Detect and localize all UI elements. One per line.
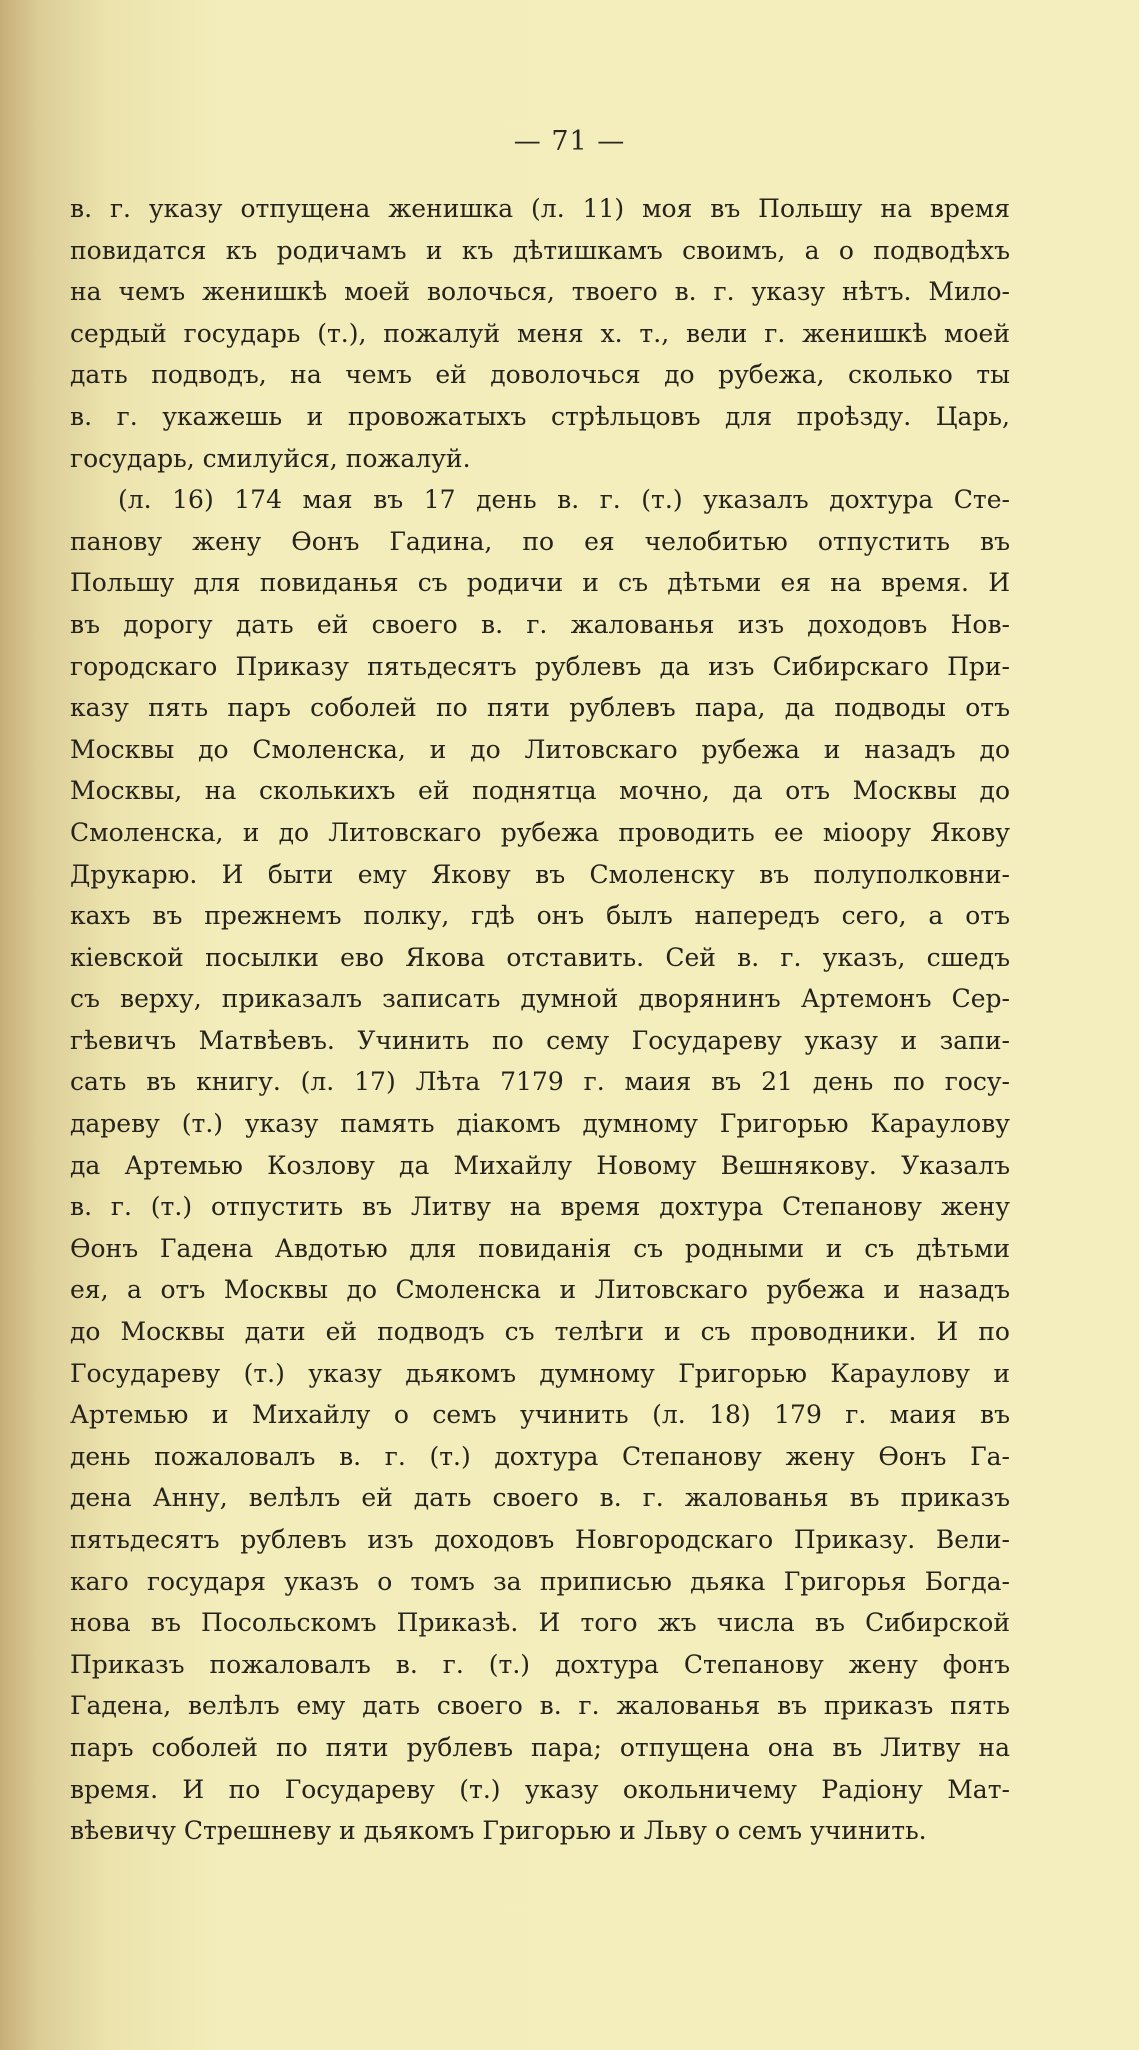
text-line: дена Анну, велѣлъ ей дать своего в. г. жалованья въ приказъ bbox=[70, 1483, 1010, 1513]
text-line: паръ соболей по пяти рублевъ пара; отпущена она въ Литву на bbox=[70, 1732, 1010, 1762]
text-line: дареву (т.) указу память діакомъ думному Григорью Караулову bbox=[70, 1109, 1010, 1139]
text-line: (л. 16) 174 мая въ 17 день в. г. (т.) указалъ дохтура Сте- bbox=[118, 485, 1010, 515]
text-line: время. И по Государеву (т.) указу окольничему Радіону Мат- bbox=[70, 1774, 1010, 1804]
text-line: Приказъ пожаловалъ в. г. (т.) дохтура Степанову жену фонъ bbox=[70, 1649, 1010, 1679]
text-line: дать подводъ, на чемъ ей доволочься до рубежа, сколько ты bbox=[70, 360, 1010, 390]
body-text bbox=[70, 188, 1010, 1852]
text-line: в. г. указу отпущена женишка (л. 11) моя въ Польшу на время bbox=[70, 194, 1010, 223]
text-line: Польшу для повиданья съ родичи и съ дѣтьми ея на время. И bbox=[70, 568, 1010, 598]
page-number: — 71 — bbox=[513, 126, 626, 157]
text-line: гѣевичъ Матвѣевъ. Учинить по сему Государеву указу и запи- bbox=[70, 1025, 1010, 1055]
text-line: Государеву (т.) указу дьякомъ думному Григорью Караулову и bbox=[70, 1358, 1010, 1388]
text-line: Москвы до Смоленска, и до Литовскаго рубежа и назадъ до bbox=[70, 734, 1010, 764]
text-line: панову жену Ѳонъ Гадина, по ея челобитью отпустить въ bbox=[70, 526, 1010, 556]
text-line: Гадена, велѣлъ ему дать своего в. г. жалованья въ приказъ пять bbox=[70, 1691, 1010, 1721]
text-line: казу пять паръ соболей по пяти рублевъ пара, да подводы отъ bbox=[70, 693, 1010, 723]
text-line: кахъ въ прежнемъ полку, гдѣ онъ былъ напередъ сего, а отъ bbox=[70, 901, 1010, 931]
text-line: кіевской посылки ево Якова отставить. Сей в. г. указъ, сшедъ bbox=[70, 942, 1010, 972]
text-line: Ѳонъ Гадена Авдотью для повиданія съ родными и съ дѣтьми bbox=[70, 1233, 1010, 1263]
text-line: в. г. укажешь и провожатыхъ стрѣльцовъ для проѣзду. Царь, bbox=[70, 401, 1010, 431]
text-line: повидатся къ родичамъ и къ дѣтишкамъ своимъ, а о подводѣхъ bbox=[70, 235, 1010, 265]
text-line: Смоленска, и до Литовскаго рубежа проводить ее міоору Якову bbox=[70, 817, 1010, 847]
text-line: съ верху, приказалъ записать думной дворянинъ Артемонъ Сер- bbox=[70, 984, 1010, 1014]
text-line: городскаго Приказу пятьдесятъ рублевъ да изъ Сибирскаго При- bbox=[70, 651, 1010, 681]
text-line: Артемью и Михайлу о семъ учинить (л. 18) 179 г. маия въ bbox=[70, 1400, 1010, 1430]
text-line: каго государя указъ о томъ за приписью дьяка Григорья Богда- bbox=[70, 1566, 1010, 1596]
text-line: Москвы, на сколькихъ ей поднятца мочно, да отъ Москвы до bbox=[70, 776, 1010, 806]
text-line: пятьдесятъ рублевъ изъ доходовъ Новгородскаго Приказу. Вели- bbox=[70, 1525, 1010, 1554]
text-line: вѣевичу Стрешневу и дьякомъ Григорью и Льву о семъ учинить. bbox=[70, 1816, 927, 1846]
text-line: сать въ книгу. (л. 17) Лѣта 7179 г. маия въ 21 день по госу- bbox=[70, 1067, 1010, 1097]
text-line: день пожаловалъ в. г. (т.) дохтура Степанову жену Ѳонъ Га- bbox=[70, 1441, 1010, 1471]
text-line: государь, смилуйся, пожалуй. bbox=[70, 443, 471, 473]
text-line: нова въ Посольскомъ Приказѣ. И того жъ числа въ Сибирской bbox=[70, 1608, 1010, 1638]
text-line: ея, а отъ Москвы до Смоленска и Литовскаго рубежа и назадъ bbox=[70, 1275, 1010, 1305]
text-line: Друкарю. И быти ему Якову въ Смоленску въ полуполковни- bbox=[70, 859, 1010, 889]
text-line: въ дорогу дать ей своего в. г. жалованья изъ доходовъ Нов- bbox=[70, 609, 1010, 639]
text-line: да Артемью Козлову да Михайлу Новому Вешнякову. Указалъ bbox=[70, 1150, 1010, 1180]
text-line: сердый государь (т.), пожалуй меня х. т., вели г. женишкѣ моей bbox=[70, 318, 1010, 348]
text-line: в. г. (т.) отпустить въ Литву на время дохтура Степанову жену bbox=[70, 1192, 1010, 1222]
text-line: на чемъ женишкѣ моей волочься, твоего в. г. указу нѣтъ. Мило- bbox=[70, 277, 1010, 307]
text-line: до Москвы дати ей подводъ съ телѣги и съ проводники. И по bbox=[70, 1317, 1010, 1347]
